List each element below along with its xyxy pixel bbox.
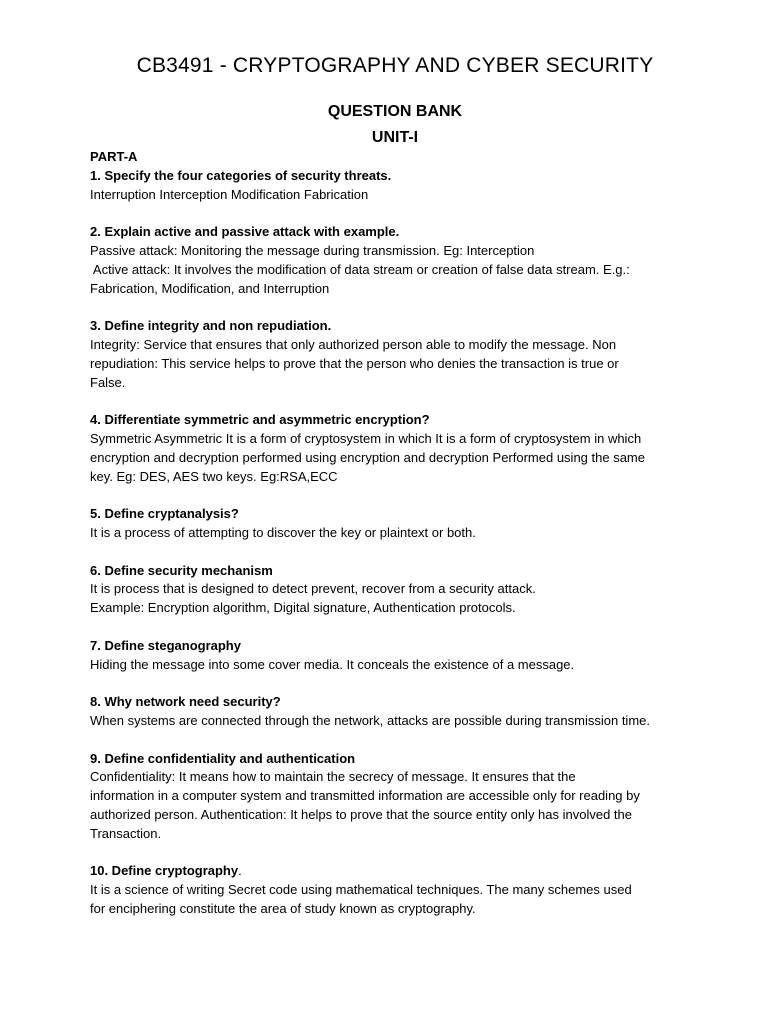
question-6: 6. Define security mechanism bbox=[90, 562, 273, 578]
answer-10-line-1: It is a science of writing Secret code using mathematical techniques. The many schemes used bbox=[90, 882, 632, 898]
paragraph-gap bbox=[90, 543, 700, 562]
question-10: 10. Define cryptography bbox=[90, 863, 239, 879]
question-5: 5. Define cryptanalysis? bbox=[90, 506, 239, 522]
part-label: PART-A bbox=[90, 149, 138, 164]
answer-5-line-1: It is a process of attempting to discover the key or plaintext or both. bbox=[90, 524, 476, 540]
answer-7-line-1: Hiding the message into some cover media. It conceals the existence of a message. bbox=[90, 656, 575, 672]
question-4: 4. Differentiate symmetric and asymmetric encryption? bbox=[90, 412, 430, 428]
answer-2-line-1: Passive attack: Monitoring the message during transmission. Eg: Interception bbox=[90, 242, 535, 258]
answer-9-line-1: Confidentiality: It means how to maintain the secrecy of message. It ensures that the bbox=[90, 769, 576, 785]
answer-9-line-2: information in a computer system and transmitted information are accessible only for reading by bbox=[90, 788, 640, 804]
question-10-line bbox=[90, 862, 700, 881]
question-7: 7. Define steganography bbox=[90, 637, 241, 653]
paragraph-gap bbox=[90, 486, 700, 505]
paragraph-gap bbox=[90, 204, 700, 223]
question-3: 3. Define integrity and non repudiation. bbox=[90, 318, 332, 334]
question-list bbox=[90, 148, 700, 919]
answer-6-line-2: Example: Encryption algorithm, Digital signature, Authentication protocols. bbox=[90, 600, 516, 616]
question-bank-heading: QUESTION BANK bbox=[327, 103, 463, 120]
paragraph-gap bbox=[90, 674, 700, 693]
unit-heading: UNIT-I bbox=[371, 129, 419, 146]
answer-1-line-1: Interruption Interception Modification Fabrication bbox=[90, 186, 369, 202]
answer-9-line-4: Transaction. bbox=[90, 825, 162, 841]
question-10-suffix: . bbox=[238, 863, 242, 879]
paragraph-gap bbox=[90, 392, 700, 411]
answer-9-line-3: authorized person. Authentication: It helps to prove that the source entity only has involved the bbox=[90, 806, 633, 822]
answer-3-line-2: repudiation: This service helps to prove that the person who denies the transaction is true or bbox=[90, 355, 619, 371]
answer-8-line-1: When systems are connected through the network, attacks are possible during transmission time. bbox=[90, 712, 650, 728]
course-title: CB3491 - CRYPTOGRAPHY AND CYBER SECURITY bbox=[136, 54, 654, 77]
paragraph-gap bbox=[90, 618, 700, 637]
answer-2-line-3: Fabrication, Modification, and Interruption bbox=[90, 280, 330, 296]
paragraph-gap bbox=[90, 731, 700, 750]
answer-3-line-1: Integrity: Service that ensures that only authorized person able to modify the message. Non bbox=[90, 336, 617, 352]
answer-10-line-2: for enciphering constitute the area of study known as cryptography. bbox=[90, 900, 476, 916]
question-1: 1. Specify the four categories of security threats. bbox=[90, 167, 392, 183]
answer-4-line-1: Symmetric Asymmetric It is a form of cryptosystem in which It is a form of cryptosystem in which bbox=[90, 430, 642, 446]
answer-3-line-3: False. bbox=[90, 374, 126, 390]
paragraph-gap bbox=[90, 298, 700, 317]
answer-4-line-3: key. Eg: DES, AES two keys. Eg:RSA,ECC bbox=[90, 468, 338, 484]
answer-6-line-1: It is process that is designed to detect prevent, recover from a security attack. bbox=[90, 581, 536, 597]
answer-4-line-2: encryption and decryption performed using encryption and decryption Performed using the same bbox=[90, 449, 645, 465]
paragraph-gap bbox=[90, 843, 700, 862]
question-2: 2. Explain active and passive attack with example. bbox=[90, 224, 400, 240]
question-8: 8. Why network need security? bbox=[90, 694, 281, 710]
question-9: 9. Define confidentiality and authentication bbox=[90, 750, 356, 766]
answer-2-line-2: Active attack: It involves the modification of data stream or creation of false data stream. E.g.: bbox=[90, 261, 630, 277]
